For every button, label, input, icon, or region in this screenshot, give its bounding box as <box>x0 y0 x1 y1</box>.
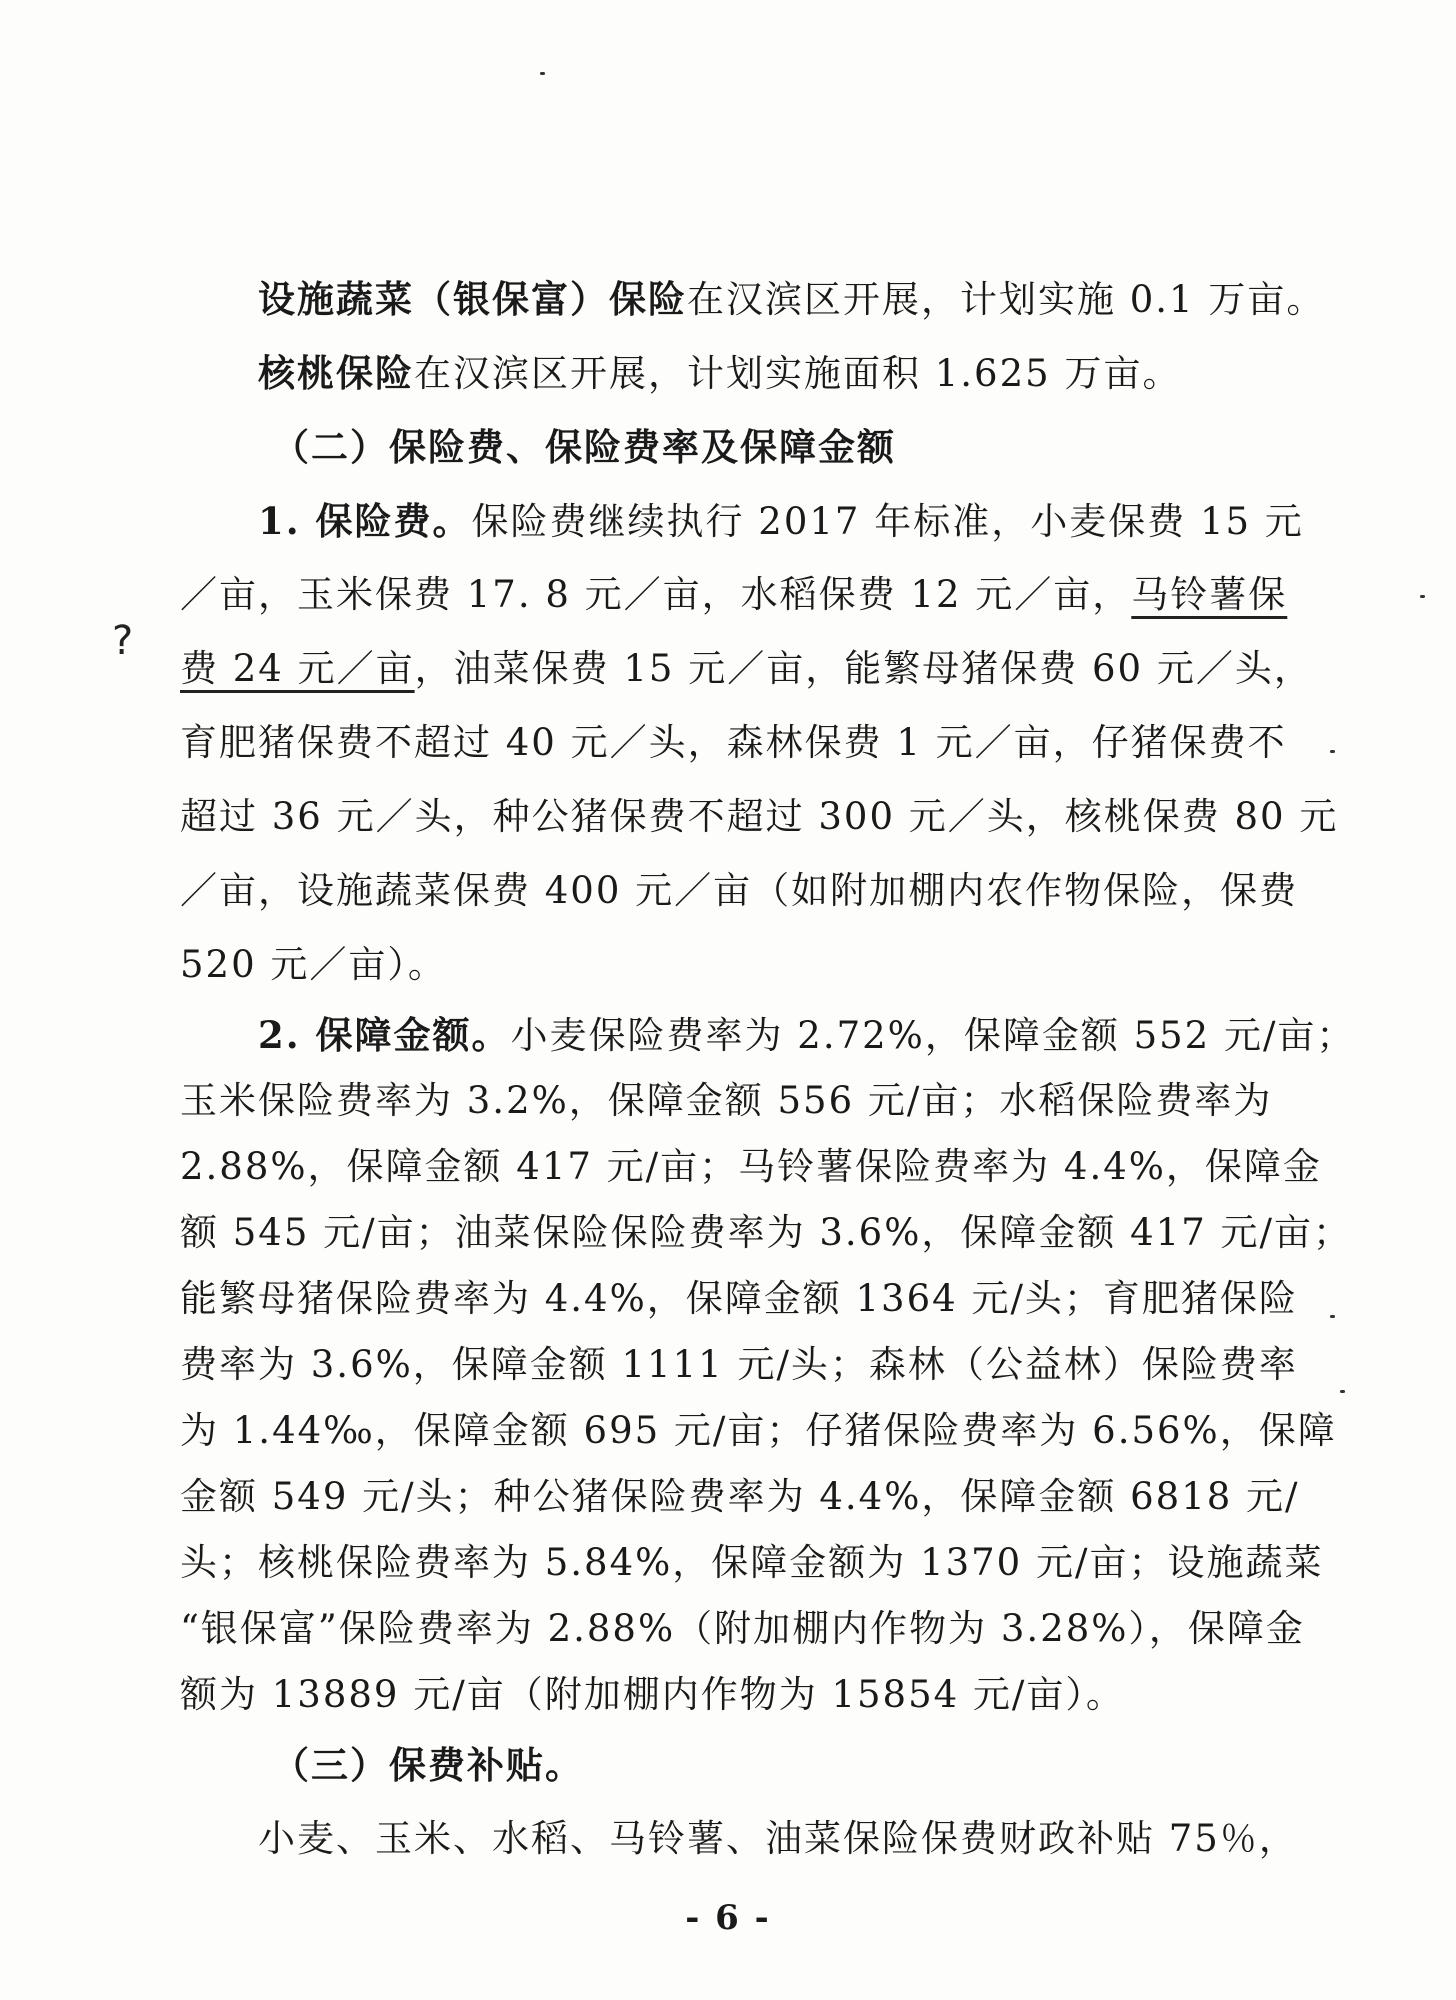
document-body <box>180 262 1356 1876</box>
bold-term: 核桃保险 <box>258 351 414 395</box>
scan-speck <box>540 72 545 75</box>
handwritten-question-mark: ? <box>112 618 134 664</box>
bold-term: 设施蔬菜（银保富）保险 <box>258 277 687 321</box>
section-coverage: 2. 保障金额。小麦保险费率为 2.72%，保障金额 552 元/亩； 玉米保险费率为 3.2%，保障金额 556 元/亩；水稻保险费率为 2.88%，保障金额 417 元/亩；马铃薯保险费率为 4.4%，保障金 额 545 元/亩；油菜保险保险费率为 3.6%，保障金额 417 元/亩； 能繁母猪保险费率为 4.4%，保障金额 1364 元/头；育肥猪保险 费率为 3.6%，保障金额 1111 元/头；森林（公益林）保险费率 为 1.44‰，保障金额 695 元/亩；仔猪保险费率为 6.56%，保障 金额 549 元/头；种公猪保险费率为 4.4%，保障金额 6818 元/ 头；核桃保险费率为 5.84%，保障金额为 1370 元/亩；设施蔬菜 “银保富”保险费率为 2.88%（附加棚内作物为 3.28%），保障金 额为 13889 元/亩（附加棚内作物为 15854 元/亩）。 <box>180 1013 1356 1716</box>
handwritten-underline: 马铃薯保 <box>1131 573 1288 616</box>
scan-speck <box>1330 750 1335 753</box>
section-heading-2: （二）保险费、保险费率及保障金额 <box>272 425 896 469</box>
section-premium: 1. 保险费。保险费继续执行 2017 年标准，小麦保费 15 元 ／亩，玉米保费 17. 8 元／亩，水稻保费 12 元／亩，马铃薯保 费 24 元／亩，油菜保费 15 元／亩，能繁母猪保费 60 元／头， 育肥猪保费不超过 40 元／头，森林保费 1 元／亩，仔猪保费不 超过 36 元／头，种公猪保费不超过 300 元／头，核桃保费 80 元 ／亩，设施蔬菜保费 400 元／亩（如附加棚内农作物保险，保费 520 元／亩）。 <box>180 499 1339 986</box>
section-title: 2. 保障金额。 <box>258 1013 511 1057</box>
scan-speck <box>1420 595 1425 598</box>
paragraph-facility-vegetables: 设施蔬菜（银保富）保险在汉滨区开展，计划实施 0.1 万亩。 <box>258 277 1326 321</box>
section-heading-3: （三）保费补贴。 <box>272 1743 584 1787</box>
section-title: 1. 保险费。 <box>258 499 472 543</box>
handwritten-underline: 费 24 元／亩 <box>180 647 415 690</box>
paragraph-walnut: 核桃保险在汉滨区开展，计划实施面积 1.625 万亩。 <box>258 351 1182 395</box>
paragraph-subsidy: 小麦、玉米、水稻、马铃薯、油菜保险保费财政补贴 75％， <box>258 1817 1298 1860</box>
scan-speck <box>1340 1390 1345 1393</box>
page-number: - 6 - <box>685 1898 771 1938</box>
scan-speck <box>1330 1315 1335 1318</box>
